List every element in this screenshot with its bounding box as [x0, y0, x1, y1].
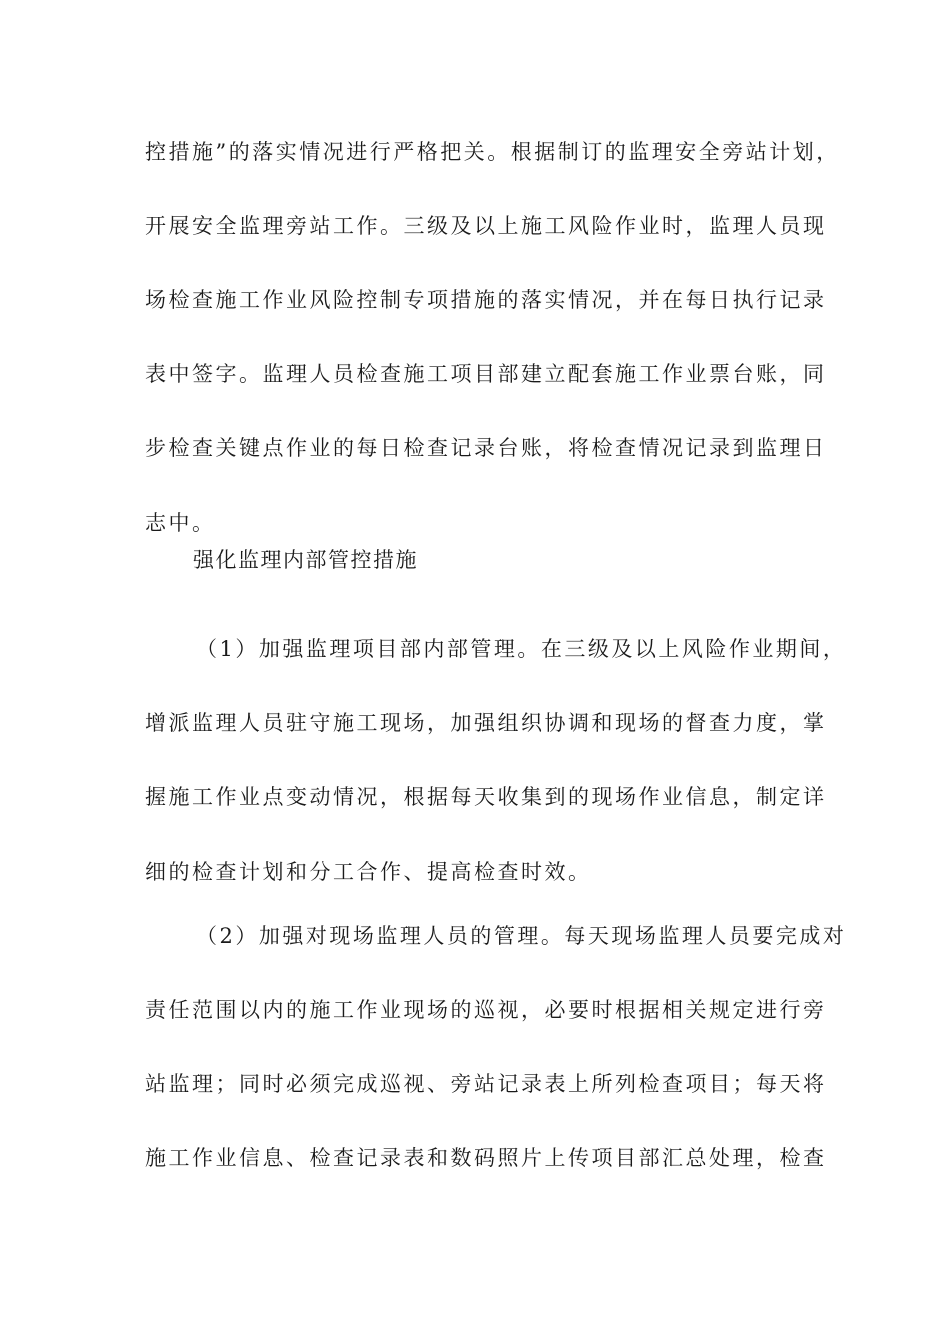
- text-line: 开展安全监理旁站工作。三级及以上施工风险作业时，监理人员现: [145, 214, 827, 238]
- text-line: 增派监理人员驻守施工现场，加强组织协调和现场的督查力度，掌: [145, 711, 827, 735]
- text-line: （2）加强对现场监理人员的管理。每天现场监理人员要完成对: [196, 924, 847, 948]
- text-line: 握施工作业点变动情况，根据每天收集到的现场作业信息，制定详: [145, 785, 827, 809]
- text-line: 施工作业信息、检查记录表和数码照片上传项目部汇总处理，检查: [145, 1146, 827, 1170]
- text-line: 细的检查计划和分工合作、提高检查时效。: [145, 860, 592, 884]
- text-line: 场检查施工作业风险控制专项措施的落实情况，并在每日执行记录: [145, 288, 827, 312]
- text-line: 志中。: [145, 511, 216, 535]
- section-heading: 强化监理内部管控措施: [193, 548, 418, 572]
- text-line: 站监理；同时必须完成巡视、旁站记录表上所列检查项目；每天将: [145, 1072, 827, 1096]
- text-line: 表中签字。监理人员检查施工项目部建立配套施工作业票台账，同: [145, 362, 827, 386]
- text-line: 责任范围以内的施工作业现场的巡视，必要时根据相关规定进行旁: [145, 998, 827, 1022]
- text-line: 控措施”的落实情况进行严格把关。根据制订的监理安全旁站计划，: [145, 140, 840, 164]
- text-line: 步检查关键点作业的每日检查记录台账，将检查情况记录到监理日: [145, 436, 827, 460]
- text-line: （1）加强监理项目部内部管理。在三级及以上风险作业期间，: [196, 637, 847, 661]
